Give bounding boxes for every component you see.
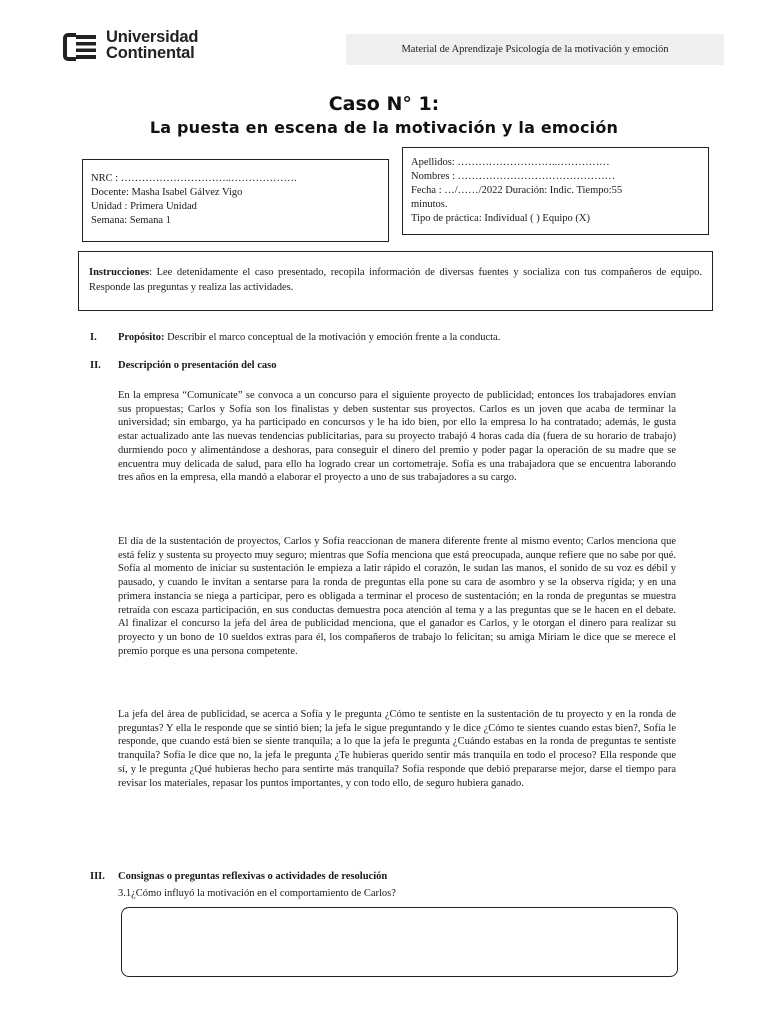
section-label: Propósito: bbox=[118, 332, 165, 343]
info-nombres: Nombres : ……………………………………… bbox=[411, 171, 616, 182]
question-3-1: 3.1¿Cómo influyó la motivación en el comportamiento de Carlos? bbox=[118, 888, 396, 899]
info-docente: Docente: Masha Isabel Gálvez Vigo bbox=[91, 187, 243, 198]
info-tipo-practica: Tipo de práctica: Individual ( ) Equipo (X) bbox=[411, 213, 590, 224]
answer-box-3-1[interactable] bbox=[121, 907, 678, 977]
logo-line-2: Continental bbox=[106, 44, 195, 62]
page-subtitle: La puesta en escena de la motivación y la emoción bbox=[149, 118, 619, 137]
instructions-text: : Lee detenidamente el caso presentado, recopila información de diversas fuentes y socializa con tus compañeros de equipo. Responde las preguntas y realiza las actividades. bbox=[89, 267, 702, 293]
section-questions-heading bbox=[90, 870, 387, 884]
section-number: I. bbox=[90, 332, 97, 343]
course-info-box bbox=[82, 159, 389, 242]
info-unidad: Unidad : Primera Unidad bbox=[91, 201, 197, 212]
page-title: Caso N° 1: bbox=[328, 93, 440, 115]
info-fecha-cont: minutos. bbox=[411, 199, 448, 210]
instructions-box bbox=[78, 251, 713, 311]
info-semana: Semana: Semana 1 bbox=[91, 215, 171, 226]
section-number: III. bbox=[90, 871, 105, 882]
case-paragraph-1: En la empresa “Comunícate” se convoca a un concurso para el siguiente proyecto de publicidad; entonces los trabajadores envían sus propuestas; Carlos y Sofía son los finalistas y deben sustentar sus proyectos. Carlos es un joven que acaba de terminar la universidad; sin embargo, ya ha participado en concursos y le ha ido bien, por ello la empresa lo ha contratado; además, le gusta estar actualizado ante las nuevas tendencias publicitarias, para su proyecto trabajó 4 horas cada día (fuera de su horario de trabajo) durmiendo poco y alimentándose a deshoras, para conseguir el dinero del premio y poder pagar la operación de su madre que se encuentra muy delicada de salud, para ello ha logrado crear un cortometraje. Sofía es una trabajadora que se encuentra laborando tres años en la empresa, ella mandó a elaborar el proyecto a uno de sus trabajadores a su cargo. bbox=[118, 390, 676, 484]
section-purpose bbox=[90, 331, 500, 345]
logo-text bbox=[106, 29, 198, 61]
case-paragraph-3: La jefa del área de publicidad, se acerca a Sofía y le pregunta ¿Cómo te sentiste en la sustentación de tu proyecto y en la ronda de preguntas? Y ella le responde que se sintió bien; la jefa le sigue preguntando y le dice ¿Cómo te sientes cuando estas bien?, Sofía le responde, que cuando está bien se siente tranquila; a lo que la jefa le pregunta ¿Cuándo estabas en la ronda de preguntas te sentiste tranquila? Sofía le dice que no, la jefa le pregunta ¿Te hubieras querido sentir más tranquila en todo el proceso? Ella responde que sí, y le pregunta ¿Qué hubieras hecho para sentirte más tranquila? Sofía responde que debió prepararse mejor, darse el tiempo para revisar los materiales, repasar los puntos importantes, y con todo ello, de seguro hubiera ganado. bbox=[118, 709, 676, 789]
section-case-heading bbox=[90, 359, 276, 373]
student-info-box bbox=[402, 147, 709, 235]
section-number: II. bbox=[90, 360, 101, 371]
info-apellidos: Apellidos: ………………………..…………… bbox=[411, 157, 610, 168]
header-banner: Material de Aprendizaje Psicología de la motivación y emoción bbox=[346, 34, 724, 65]
section-label: Descripción o presentación del caso bbox=[118, 360, 277, 371]
instructions-label: Instrucciones bbox=[89, 267, 150, 278]
university-logo bbox=[62, 29, 212, 65]
info-fecha: Fecha : …/……/2022 Duración: Indic. Tiempo:55 bbox=[411, 185, 623, 196]
section-text: Describir el marco conceptual de la motivación y emoción frente a la conducta. bbox=[164, 332, 501, 343]
continental-logo-icon bbox=[62, 32, 98, 62]
info-nrc: NRC : …………………………..………………. bbox=[91, 173, 297, 184]
section-label: Consignas o preguntas reflexivas o actividades de resolución bbox=[118, 871, 388, 882]
case-paragraph-2: El día de la sustentación de proyectos, Carlos y Sofía reaccionan de manera diferente frente al mismo evento; Carlos menciona que está feliz y sustenta su proyecto muy seguro; mientras que Sofía menciona que está preocupada, aunque refiere que no sabe por qué. Sofía al momento de iniciar su sustentación le empieza a latir rápido el corazón, le sudan las manos, el sonido de su voz es débil y pausado, y cuando le invitan a sentarse para la ronda de preguntas ella pone su cara de asombro y se la observa rígida; y en una primera instancia se niega a participar, pero es obligada a terminar el proceso de sustentación; en la ronda de preguntas se muestra retraída con escaza participación, en sus conductas demuestra poca atención al tema y a las preguntas que se le hacen en el debate. Al finalizar el concurso la jefa del área de publicidad menciona, que el ganador es Carlos, y le otorgan el dinero para realizar su proyecto y un bono de 10 sueldos extras para él, los compañeros de trabajo lo felicitan; su amiga Miriam le dice que se merece el premio porque es una persona competente. bbox=[118, 536, 676, 657]
logo-line-1: Universidad bbox=[106, 28, 199, 46]
